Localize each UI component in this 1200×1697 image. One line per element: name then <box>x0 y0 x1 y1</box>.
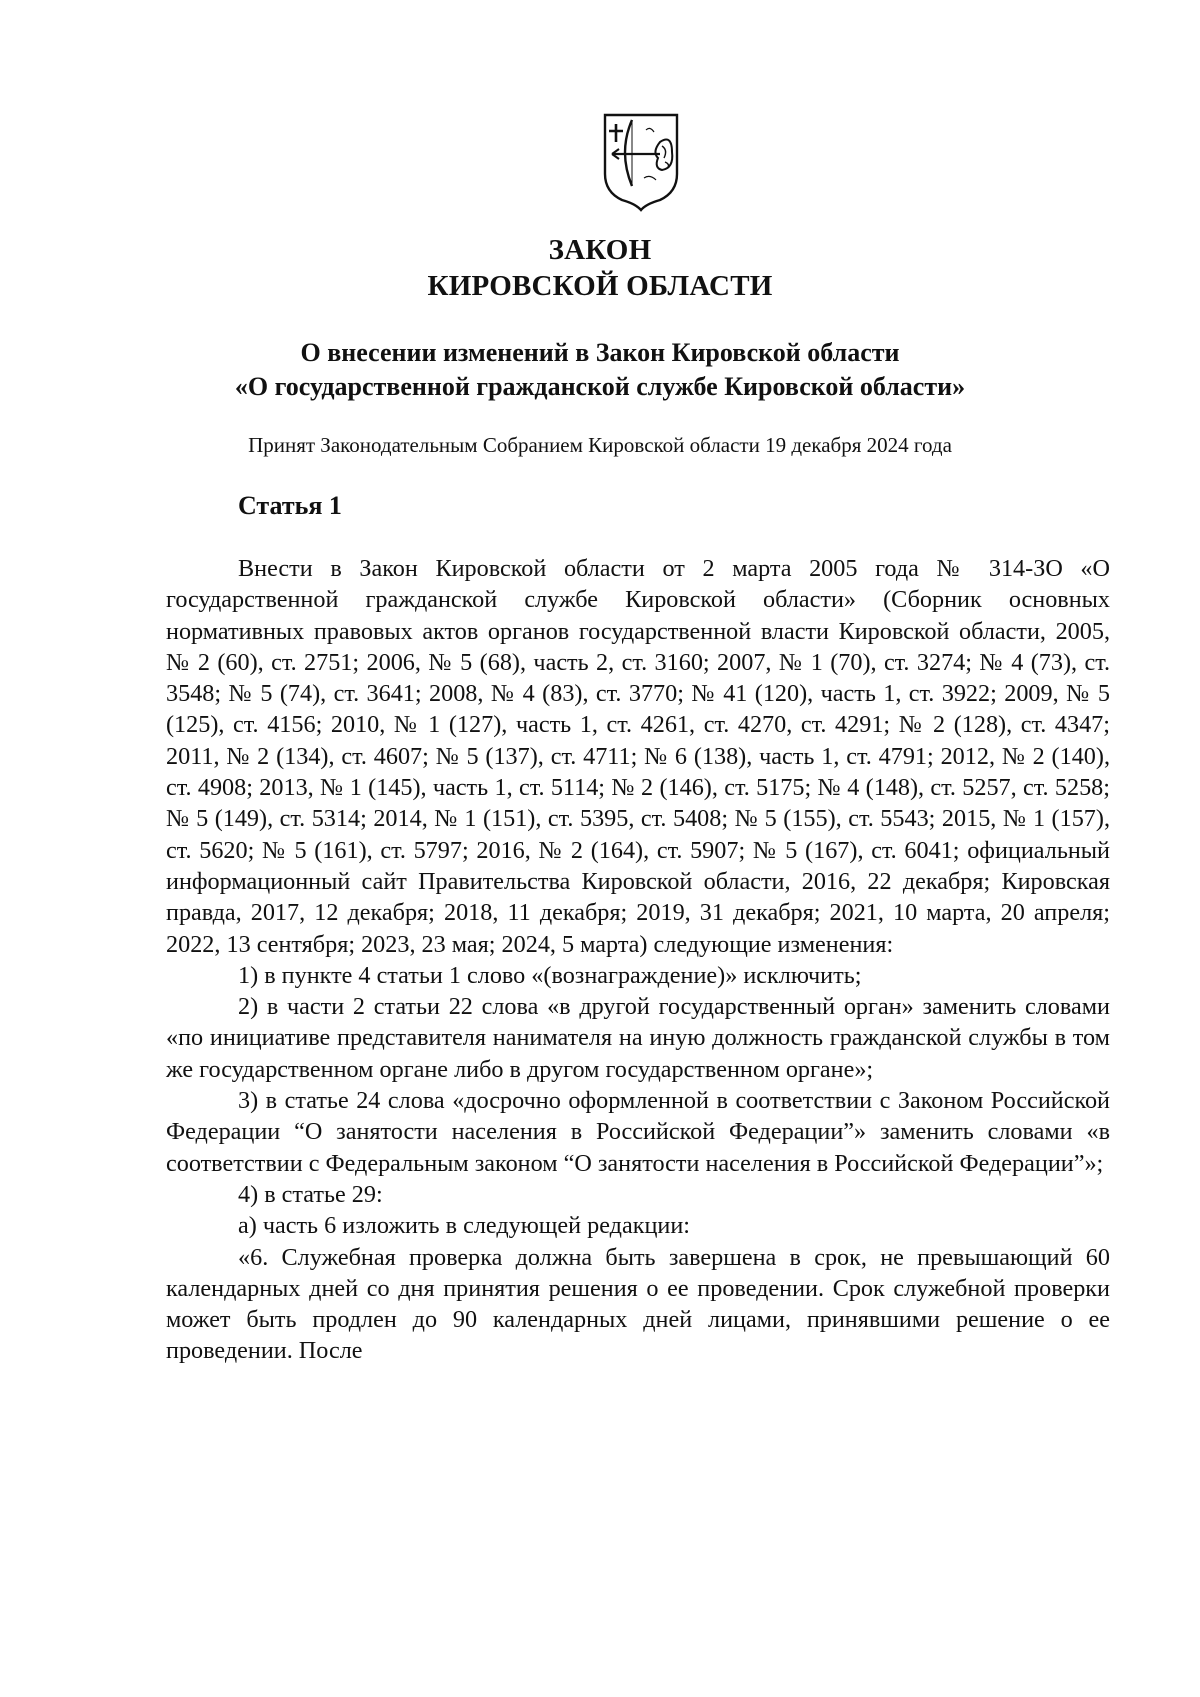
paragraph-quote-6: «6. Служебная проверка должна быть завершена в срок, не превышающий 60 календарных дней со дня принятия решения о ее проведении. Срок служебной проверки может быть продлен до 90 календарных дней лицами, принявшими решение о ее проведении. После <box>166 1243 1110 1365</box>
paragraph-item-4a: а) часть 6 изложить в следующей редакции: <box>238 1212 690 1240</box>
paragraph-item-3: 3) в статье 24 слова «досрочно оформленной в соответствии с Законом Российской Федерации “О занятости населения в Российской Федерации”» заменить словами «в соответствии с Федеральным законом “О занятости населения в Российской Федерации”»; <box>166 1087 1110 1177</box>
law-subject-line2: «О государственной гражданской службе Кировской области» <box>234 372 966 401</box>
paragraph-item-4: 4) в статье 29: <box>238 1180 383 1208</box>
paragraph-item-2: 2) в части 2 статьи 22 слова «в другой государственный орган» заменить словами «по инициативе представителя нанимателя на иную должность гражданской службы в том же государственном органе либо в другом государственном органе»; <box>166 993 1110 1083</box>
law-title: ЗАКОН <box>548 234 652 266</box>
kirov-oblast-coat-of-arms-icon <box>602 112 680 212</box>
paragraph-intro: Внести в Закон Кировской области от 2 марта 2005 года № 314-ЗО «О государственной гражданской службе Кировской области» (Сборник основных нормативных правовых актов органов государственной власти Кировской области, 2005, № 2 (60), ст. 2751; 2006, № 5 (68), часть 2, ст. 3160; 2007, № 1 (70), ст. 3274; № 4 (73), ст. 3548; № 5 (74), ст. 3641; 2008, № 4 (83), ст. 3770; № 41 (120), часть 1, ст. 3922; 2009, № 5 (125), ст. 4156; 2010, № 1 (127), часть 1, ст. 4261, ст. 4270, ст. 4291; № 2 (128), ст. 4347; 2011, № 2 (134), ст. 4607; № 5 (137), ст. 4711; № 6 (138), часть 1, ст. 4791; 2012, № 2 (140), ст. 4908; 2013, № 1 (145), часть 1, ст. 5114; № 2 (146), ст. 5175; № 4 (148), ст. 5257, ст. 5258; № 5 (149), ст. 5314; 2014, № 1 (151), ст. 5395, ст. 5408; № 5 (155), ст. 5543; 2015, № 1 (157), ст. 5620; № 5 (161), ст. 5797; 2016, № 2 (164), ст. 5907; № 5 (167), ст. 6041; официальный информационный сайт Правительства Кировской области, 2016, 22 декабря; Кировская правда, 2017, 12 декабря; 2018, 11 декабря; 2019, 31 декабря; 2021, 10 марта, 20 апреля; 2022, 13 сентября; 2023, 23 мая; 2024, 5 марта) следующие изменения: <box>166 555 1110 958</box>
article-heading: Статья 1 <box>238 491 342 520</box>
law-region: КИРОВСКОЙ ОБЛАСТИ <box>427 270 773 302</box>
article-body <box>166 553 1110 1367</box>
paragraph-item-1: 1) в пункте 4 статьи 1 слово «(вознаграждение)» исключить; <box>238 961 862 989</box>
adoption-note: Принят Законодательным Собранием Кировской области 19 декабря 2024 года <box>248 433 952 457</box>
law-subject-line1: О внесении изменений в Закон Кировской области <box>300 338 900 367</box>
